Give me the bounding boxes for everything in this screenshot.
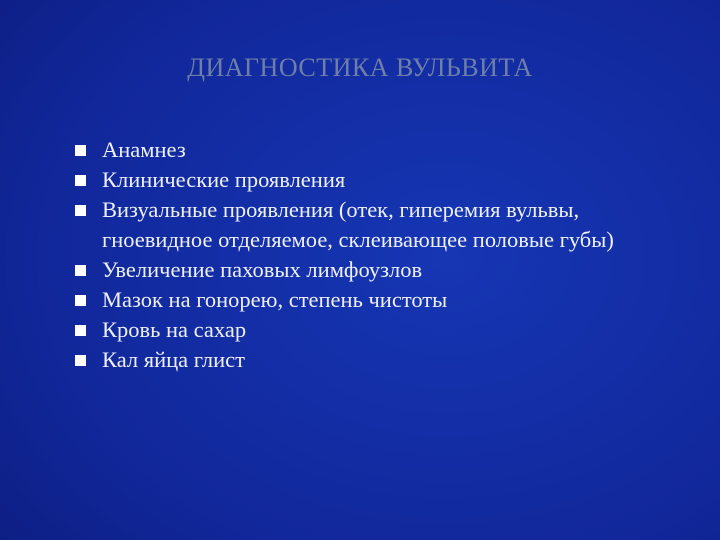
bullet-text: Увеличение паховых лимфоузлов xyxy=(102,257,423,282)
square-bullet-icon xyxy=(75,145,86,156)
square-bullet-icon xyxy=(75,175,86,186)
bullet-list xyxy=(72,135,687,375)
square-bullet-icon xyxy=(75,295,86,306)
bullet-text: Мазок на гонорею, степень чистоты xyxy=(102,287,448,312)
bullet-item xyxy=(72,165,687,195)
square-bullet-icon xyxy=(75,355,86,366)
bullet-item xyxy=(72,135,687,165)
bullet-text: Визуальные проявления (отек, гиперемия вульвы, гноевидное отделяемое, склеивающее половые губы) xyxy=(102,197,614,252)
square-bullet-icon xyxy=(75,265,86,276)
bullet-item xyxy=(72,255,687,285)
square-bullet-icon xyxy=(75,325,86,336)
bullet-item xyxy=(72,195,687,255)
bullet-text: Клинические проявления xyxy=(102,167,346,192)
bullet-item xyxy=(72,315,687,345)
slide-title: ДИАГНОСТИКА ВУЛЬВИТА xyxy=(187,53,533,82)
bullet-text: Анамнез xyxy=(102,137,186,162)
bullet-item xyxy=(72,285,687,315)
bullet-item xyxy=(72,345,687,375)
square-bullet-icon xyxy=(75,205,86,216)
bullet-text: Кал яйца глист xyxy=(102,347,245,372)
bullet-text: Кровь на сахар xyxy=(102,317,247,342)
